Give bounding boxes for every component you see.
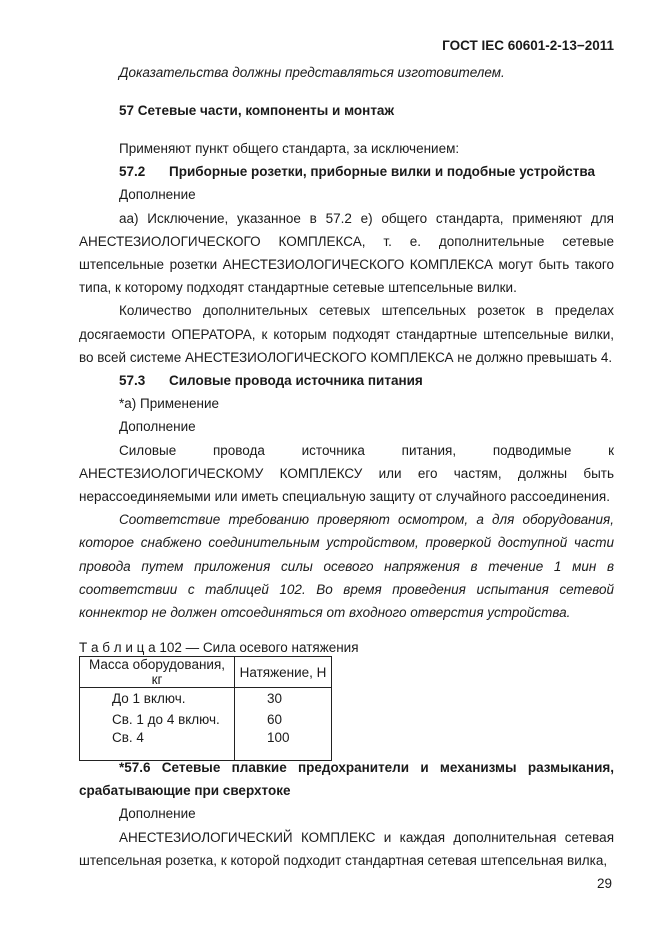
tension-table: [79, 656, 332, 761]
section-573-heading: [79, 369, 614, 392]
section-572-title: Приборные розетки, приборные вилки и подобные устройства: [169, 164, 596, 180]
section-57-body: [79, 137, 614, 624]
section-576: [79, 756, 614, 872]
section-573-addition: Дополнение: [119, 419, 196, 435]
section-576-addition: Дополнение: [119, 806, 196, 822]
section-57: [79, 99, 614, 122]
section-573-paragraph-1: Силовые провода источника питания, подводимые к АНЕСТЕЗИОЛОГИЧЕСКОМУ КОМПЛЕКСУ или его частям, должны быть нерассоединяемыми или иметь специальную защиту от случайного рассоединения.: [79, 442, 614, 505]
table-cell-force: 60: [235, 709, 332, 730]
table-cell-mass: До 1 включ.: [80, 688, 235, 710]
section-57-intro: Применяют пункт общего стандарта, за исключением:: [119, 141, 460, 156]
section-573-title: Силовые провода источника питания: [169, 373, 423, 389]
table-cell-mass: Св. 4: [80, 730, 235, 761]
table-cell-force: 100: [235, 730, 332, 761]
table-header-force: Натяжение, Н: [235, 657, 332, 688]
table-header-mass: Масса оборудования, кг: [80, 657, 235, 688]
page-number: 29: [596, 876, 612, 891]
section-572-paragraph-2: Количество дополнительных сетевых штепсельных розеток в пределах досягаемости ОПЕРАТОРА, к которым подходят стандартные штепсельные вилки, во всей системе АНЕСТЕЗИОЛОГИЧЕСКОГО КОМПЛЕКСА не должно превышать 4.: [79, 303, 614, 365]
section-57-title: 57 Сетевые части, компоненты и монтаж: [119, 103, 395, 118]
evidence-paragraph: Доказательства должны представляться изготовителем.: [119, 65, 505, 80]
table-cell-force: 30: [235, 688, 332, 710]
section-573-number: 57.3: [119, 373, 146, 389]
body-top: [79, 61, 614, 84]
section-572-addition: Дополнение: [119, 187, 196, 203]
section-573-paragraph-2: Соответствие требованию проверяют осмотром, а для оборудования, которое снабжено соединительным устройством, проверкой доступной части провода путем приложения силы осевого напряжения в течение 1 мин в соответствии с таблицей 102. Во время проведения испытания сетевой коннектор не должен отсоединяться от входного отверстия устройства.: [79, 512, 614, 621]
table-row: [80, 709, 332, 730]
table-caption: Т а б л и ц а 102 — Сила осевого натяжения: [79, 640, 359, 655]
table-header-row: [80, 657, 332, 688]
section-576-title: *57.6 Сетевые плавкие предохранители и механизмы размыкания, срабатывающие при сверхтоке: [79, 760, 614, 799]
standard-header: ГОСТ IEC 60601-2-13−2011: [442, 38, 614, 53]
section-572-paragraph-1: аа) Исключение, указанное в 57.2 e) общего стандарта, применяют для АНЕСТЕЗИОЛОГИЧЕСКОГО КОМПЛЕКСА, т. е. дополнительные сетевые штепсельные розетки АНЕСТЕЗИОЛОГИЧЕСКОГО КОМПЛЕКСА могут быть такого типа, к которому подходят стандартные сетевые штепсельные вилки.: [79, 210, 614, 296]
section-572-heading: [79, 160, 614, 183]
section-572-number: 57.2: [119, 164, 146, 180]
section-573-item-a: *а) Применение: [119, 396, 220, 412]
table-row: [80, 688, 332, 710]
table-cell-mass: Св. 1 до 4 включ.: [80, 709, 235, 730]
section-576-paragraph-1: АНЕСТЕЗИОЛОГИЧЕСКИЙ КОМПЛЕКС и каждая дополнительная сетевая штепсельная розетка, к которой подходит стандартная сетевая штепсельная вилка,: [79, 829, 614, 868]
